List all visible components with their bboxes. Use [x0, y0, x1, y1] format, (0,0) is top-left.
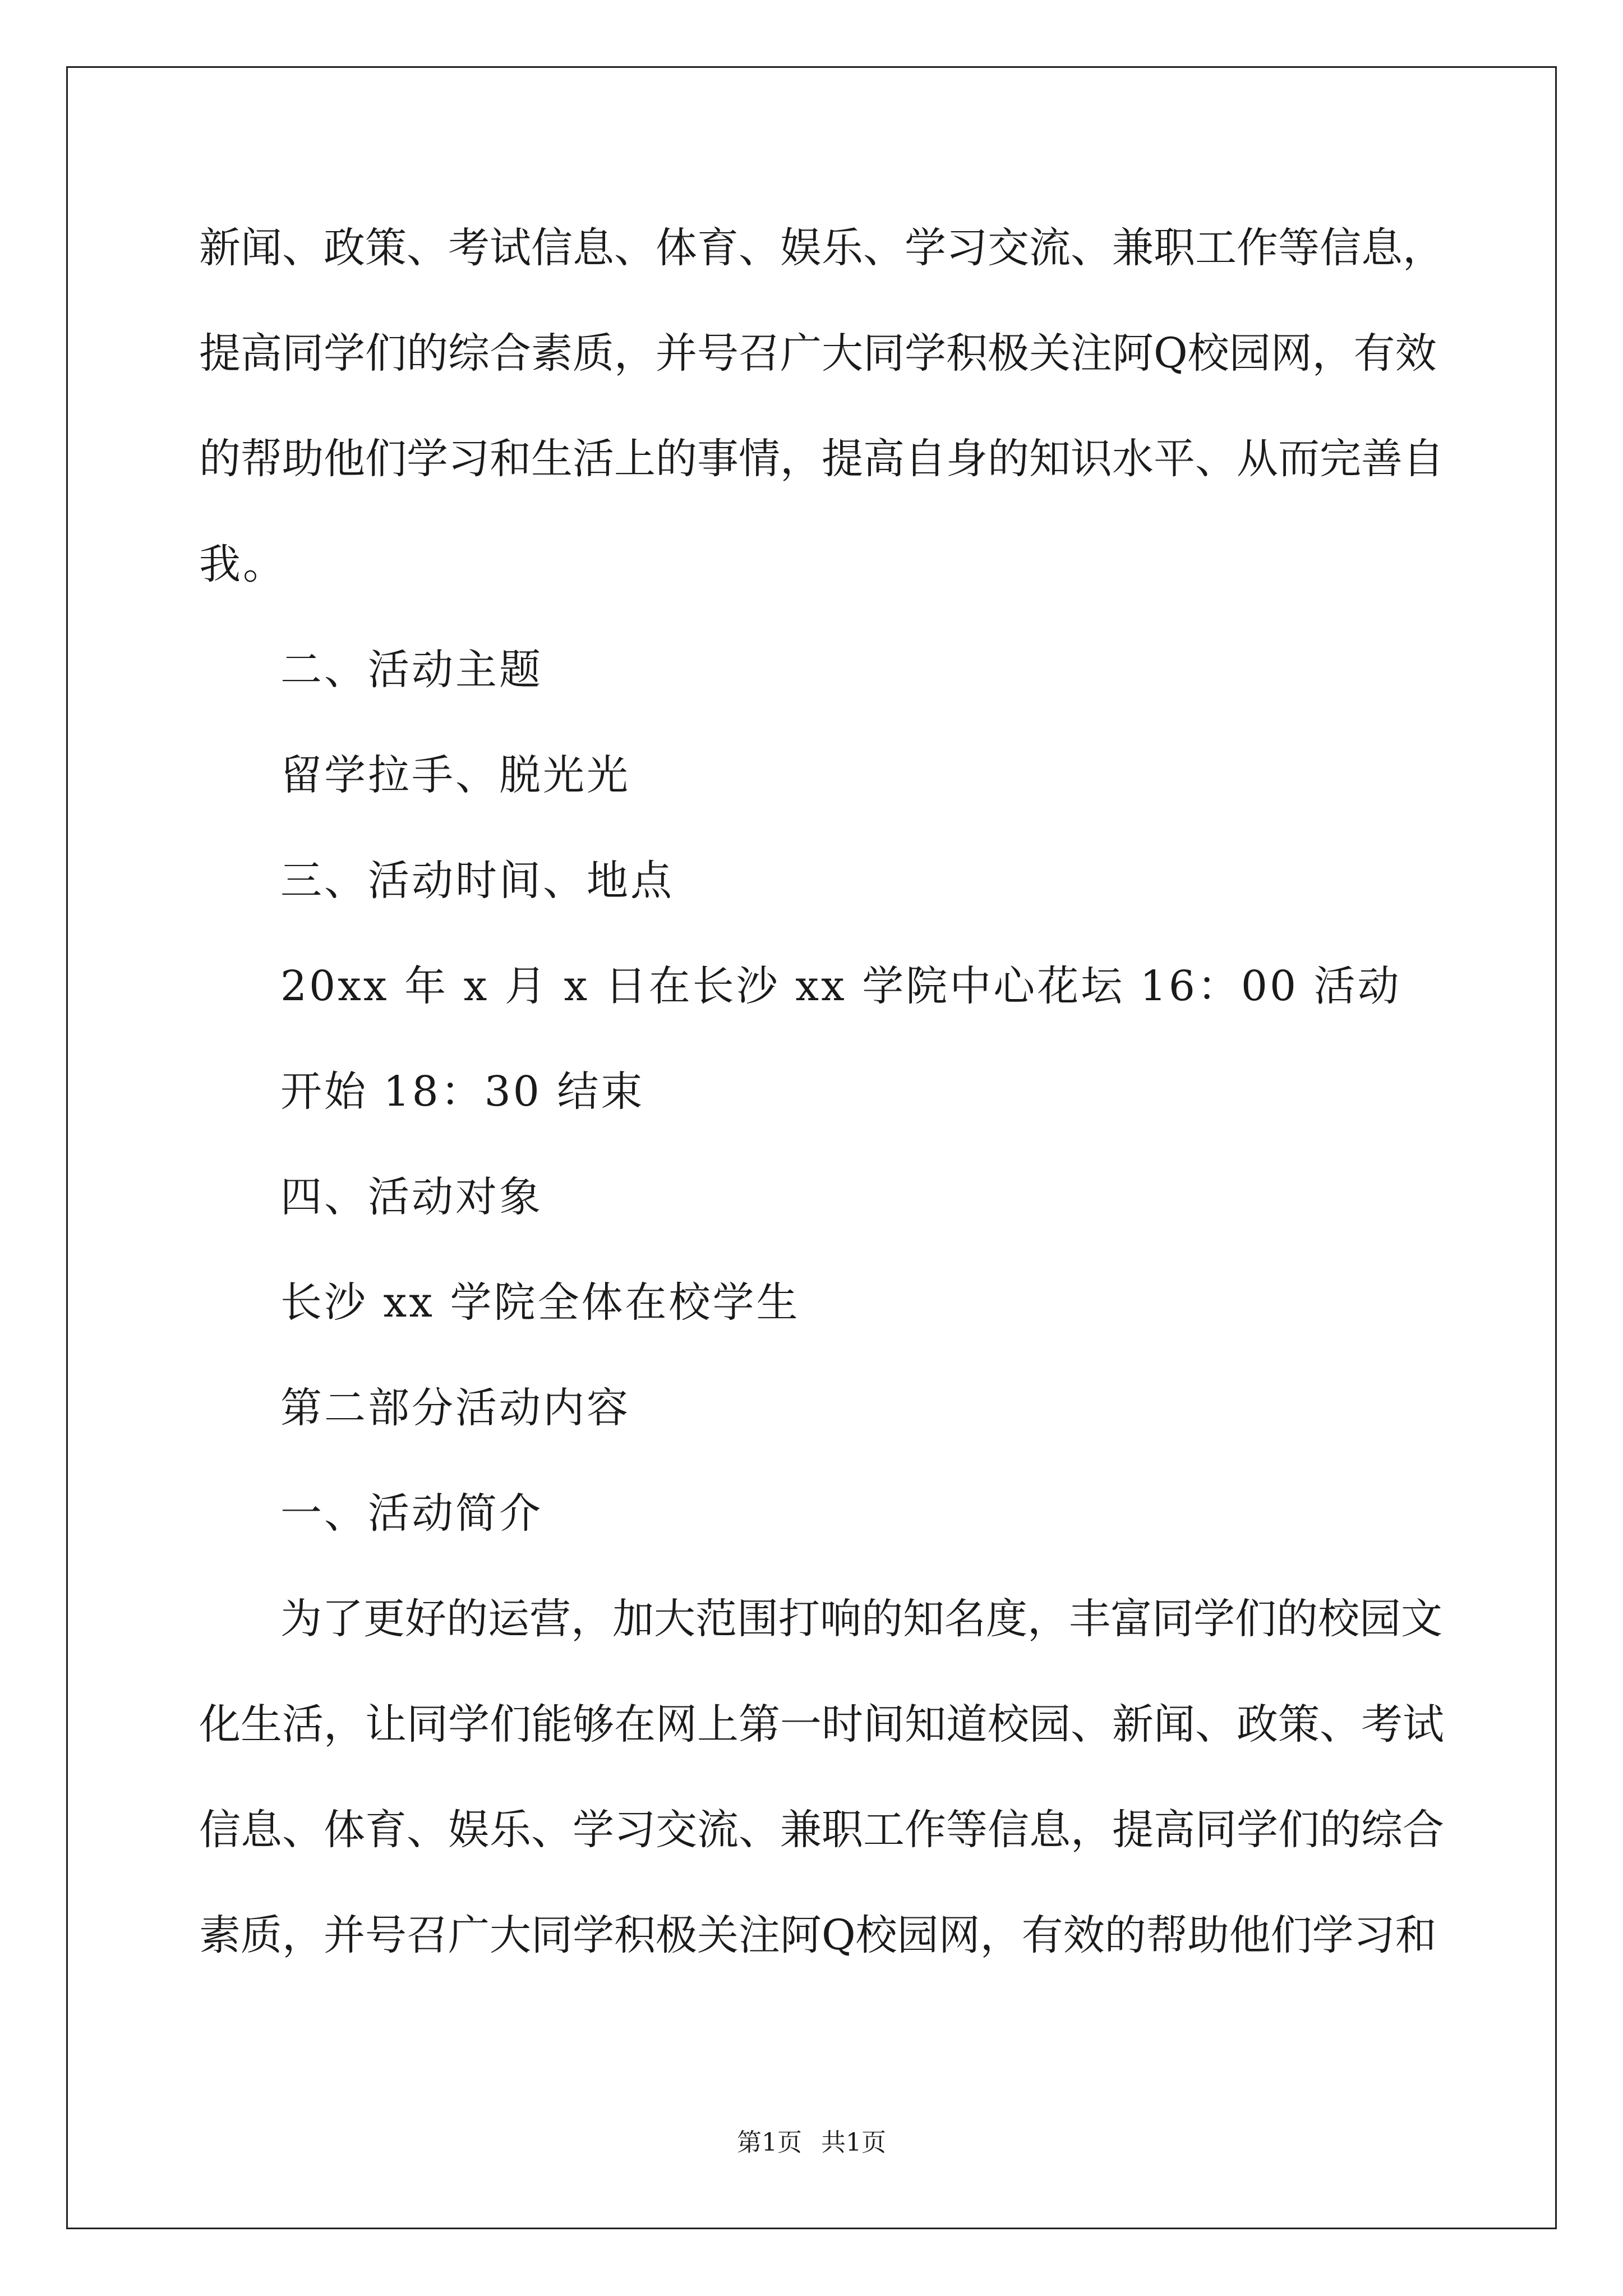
page-number: 第1页 — [737, 2128, 802, 2157]
paragraph-line: 长沙 xx 学院全体在校学生 — [280, 1278, 800, 1327]
paragraph-line: 留学拉手、脱光光 — [280, 751, 630, 799]
paragraph-line: 我。 — [199, 540, 287, 588]
page-border — [66, 66, 1557, 2229]
section-heading: 二、活动主题 — [280, 646, 543, 694]
page-footer — [0, 2126, 1623, 2160]
paragraph-line: 化生活，让同学们能够在网上第一时间知道校园、新闻、政策、考试 — [199, 1700, 1444, 1749]
section-heading: 第二部分活动内容 — [280, 1384, 630, 1432]
section-heading: 四、活动对象 — [280, 1173, 543, 1221]
paragraph-line: 提高同学们的综合素质，并号召广大同学积极关注阿Q校园网，有效 — [199, 329, 1437, 378]
page-total: 共1页 — [821, 2128, 886, 2157]
paragraph-line: 新闻、政策、考试信息、体育、娱乐、学习交流、兼职工作等信息， — [199, 224, 1444, 272]
paragraph-line: 开始 18：30 结束 — [280, 1068, 645, 1116]
section-heading: 三、活动时间、地点 — [280, 857, 674, 905]
paragraph-line: 信息、体育、娱乐、学习交流、兼职工作等信息，提高同学们的综合 — [199, 1806, 1444, 1854]
paragraph-line: 素质，并号召广大同学积极关注阿Q校园网，有效的帮助他们学习和 — [199, 1911, 1437, 1959]
paragraph-line: 为了更好的运营，加大范围打响的知名度，丰富同学们的校园文 — [280, 1595, 1442, 1643]
paragraph-line: 的帮助他们学习和生活上的事情，提高自身的知识水平、从而完善自 — [199, 435, 1444, 483]
section-heading: 一、活动简介 — [280, 1489, 543, 1538]
paragraph-line: 20xx 年 x 月 x 日在长沙 xx 学院中心花坛 16：00 活动 — [280, 962, 1401, 1010]
